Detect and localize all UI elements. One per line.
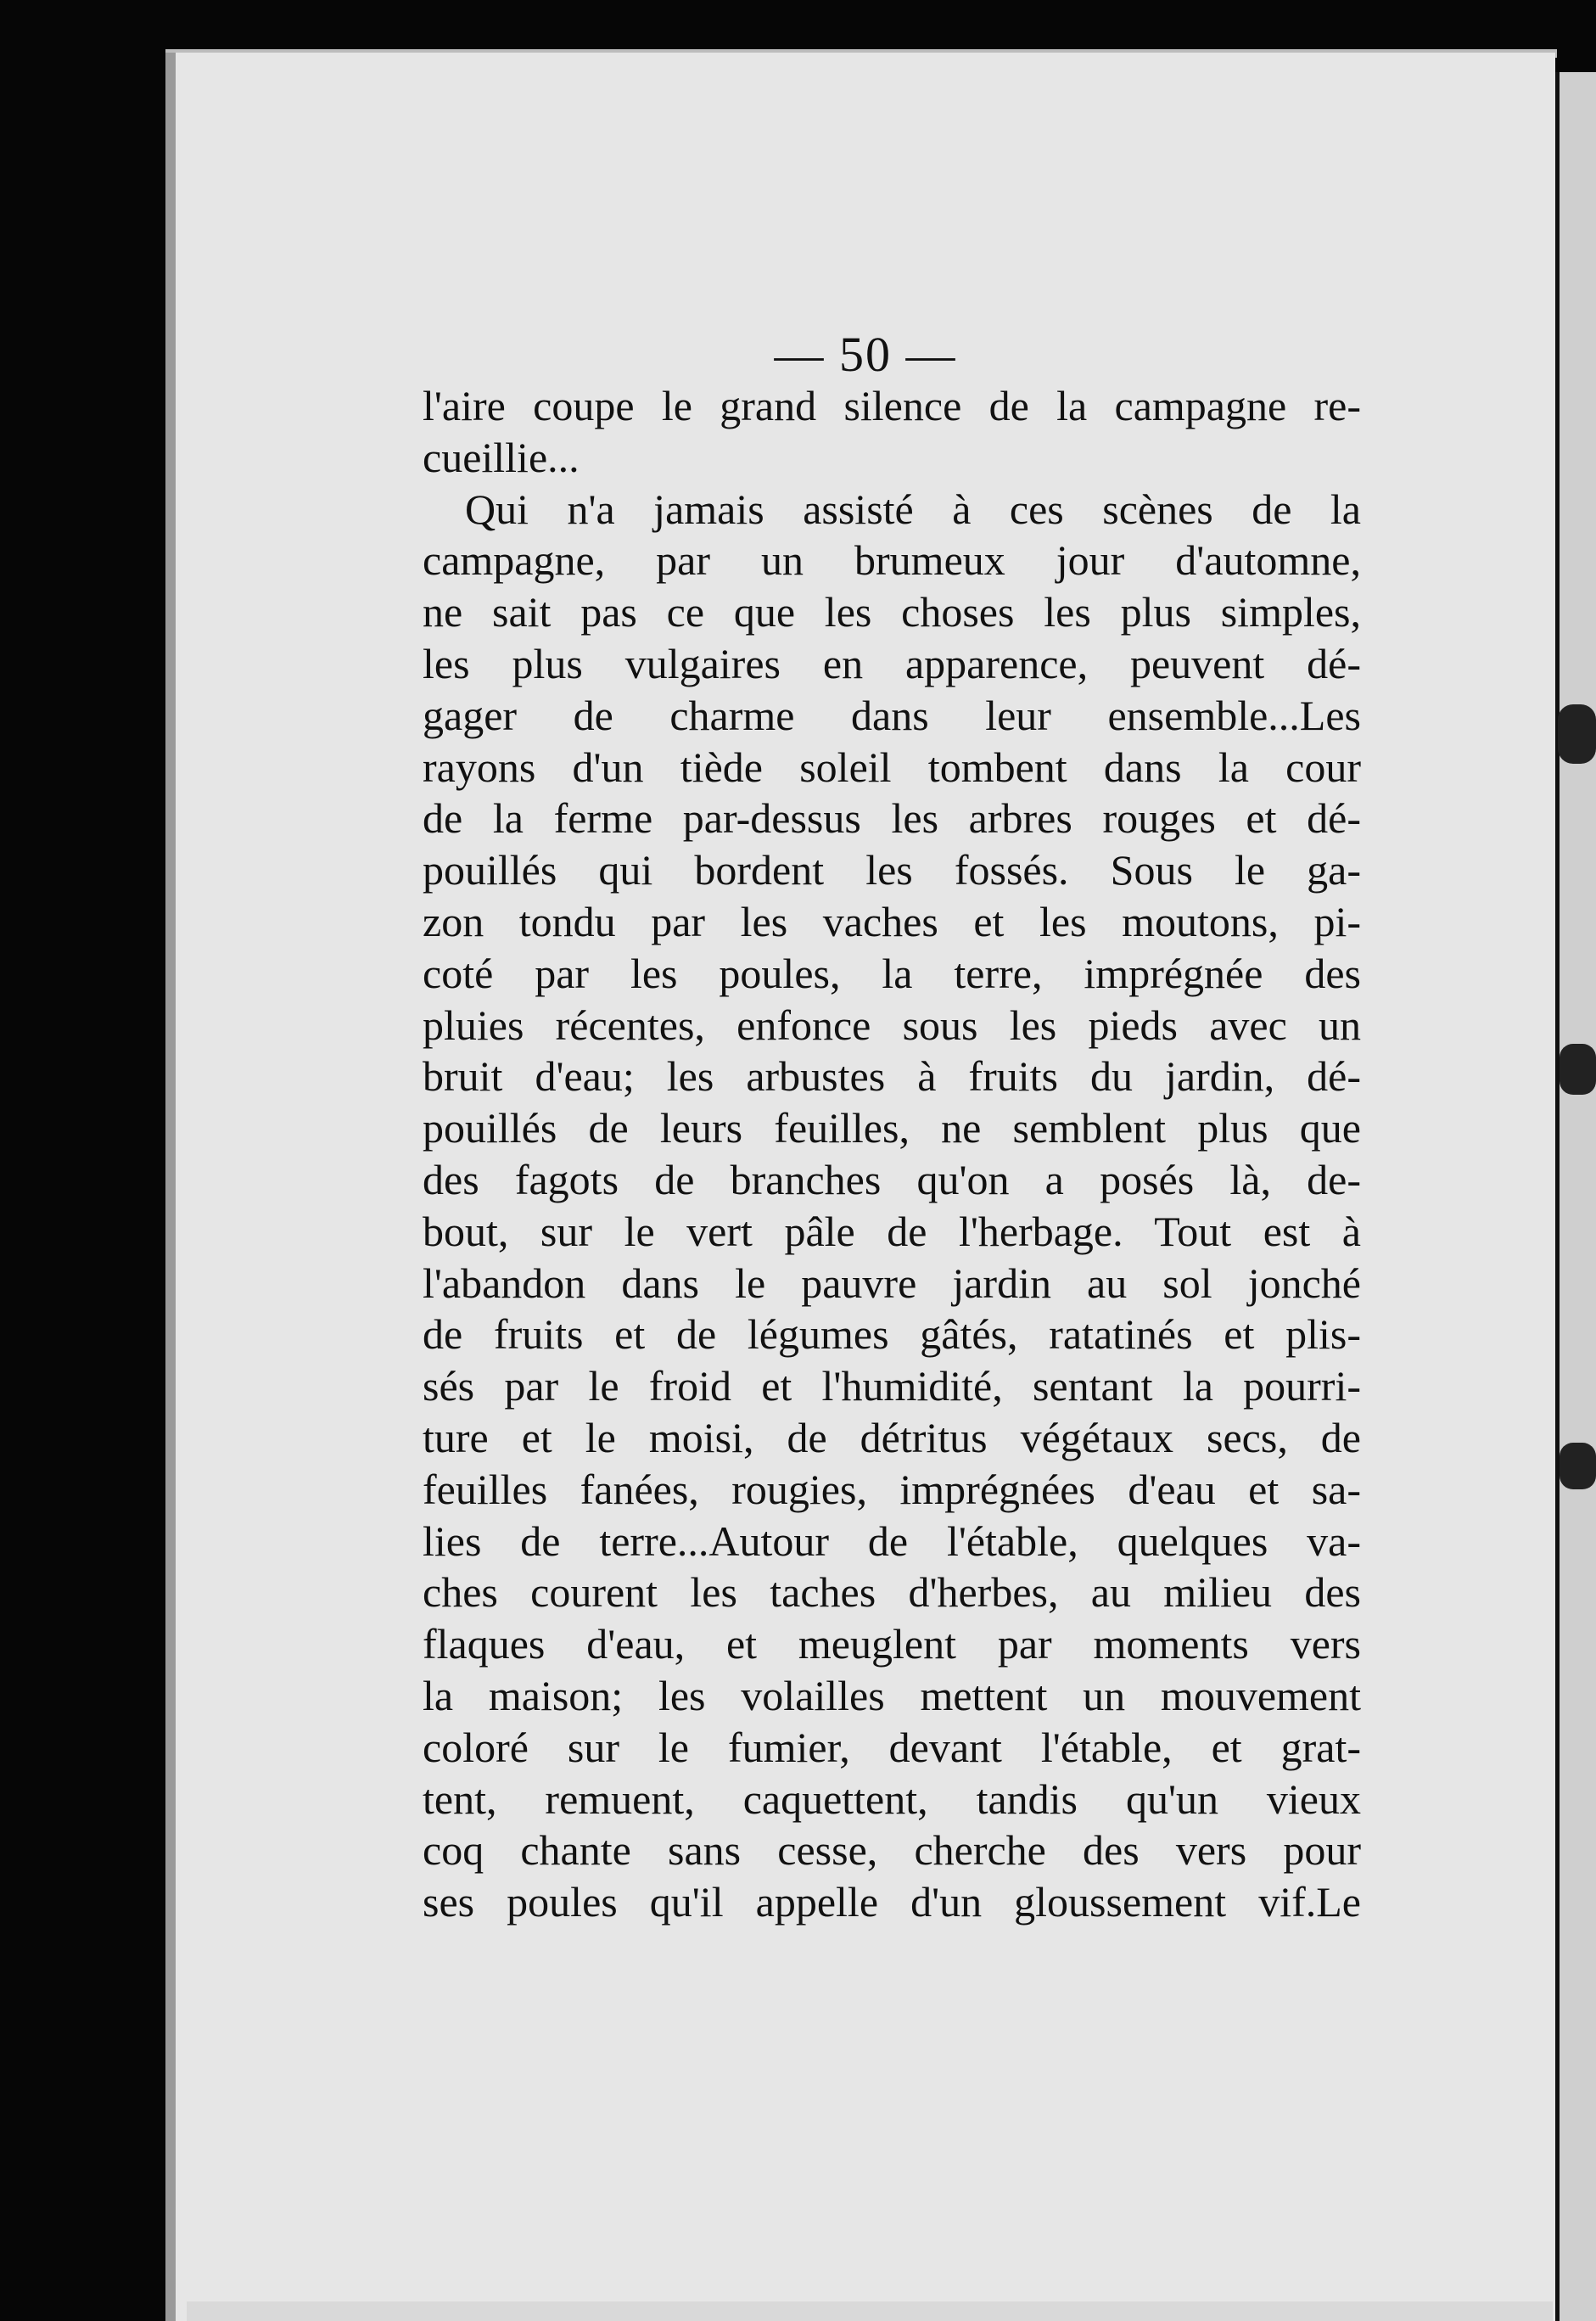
text-line: la maison; les volailles mettent un mouvement: [423, 1671, 1361, 1719]
text-line: rayons d'un tiède soleil tombent dans la cour: [423, 743, 1361, 791]
binding-clip: [1560, 1443, 1596, 1489]
text-line: Qui n'a jamais assisté à ces scènes de la: [465, 485, 1361, 533]
text-line: gager de charme dans leur ensemble...Les: [423, 691, 1361, 739]
body-text: [423, 380, 1361, 1928]
text-line: les plus vulgaires en apparence, peuvent dé-: [423, 639, 1361, 687]
page-number: — 50 —: [774, 327, 957, 382]
page-bottom-edge: [187, 2301, 1553, 2321]
text-line: campagne, par un brumeux jour d'automne,: [423, 536, 1361, 585]
text-line: tent, remuent, caquettent, tandis qu'un vieux: [423, 1774, 1361, 1823]
text-line: sés par le froid et l'humidité, sentant la pourri-: [423, 1362, 1361, 1410]
text-line: ne sait pas ce que les choses les plus simples,: [423, 588, 1361, 636]
text-line: pouillés de leurs feuilles, ne semblent plus que: [423, 1104, 1361, 1152]
text-line: coté par les poules, la terre, imprégnée des: [423, 949, 1361, 997]
text-line: des fagots de branches qu'on a posés là, de-: [423, 1155, 1361, 1203]
text-line: bruit d'eau; les arbustes à fruits du jardin, dé-: [423, 1052, 1361, 1101]
text-line: de fruits et de légumes gâtés, ratatinés et plis-: [423, 1310, 1361, 1359]
text-line: ches courent les taches d'herbes, au milieu des: [423, 1568, 1361, 1617]
text-line: feuilles fanées, rougies, imprégnées d'eau et sa-: [423, 1465, 1361, 1513]
text-line: de la ferme par-dessus les arbres rouges et dé-: [423, 794, 1361, 843]
text-line: flaques d'eau, et meuglent par moments vers: [423, 1620, 1361, 1668]
text-line: ses poules qu'il appelle d'un gloussement vif.Le: [423, 1878, 1361, 1926]
text-line: l'abandon dans le pauvre jardin au sol jonché: [423, 1259, 1361, 1307]
text-line: ture et le moisi, de détritus végétaux secs, de: [423, 1413, 1361, 1461]
text-line: coq chante sans cesse, cherche des vers pour: [423, 1826, 1361, 1875]
text-line: coloré sur le fumier, devant l'étable, et grat-: [423, 1723, 1361, 1771]
text-line: bout, sur le vert pâle de l'herbage. Tout est à: [423, 1207, 1361, 1255]
text-line: pouillés qui bordent les fossés. Sous le ga-: [423, 846, 1361, 894]
text-line: pluies récentes, enfonce sous les pieds avec un: [423, 1001, 1361, 1049]
text-line: lies de terre...Autour de l'étable, quelques va-: [423, 1516, 1361, 1565]
text-line: zon tondu par les vaches et les moutons, pi-: [423, 897, 1361, 945]
text-line: cueillie...: [423, 433, 580, 481]
binding-clip: [1558, 704, 1596, 764]
text-line: l'aire coupe le grand silence de la campagne re-: [423, 382, 1361, 429]
facing-page-edge: [1560, 72, 1596, 2321]
binding-clip: [1560, 1044, 1596, 1095]
